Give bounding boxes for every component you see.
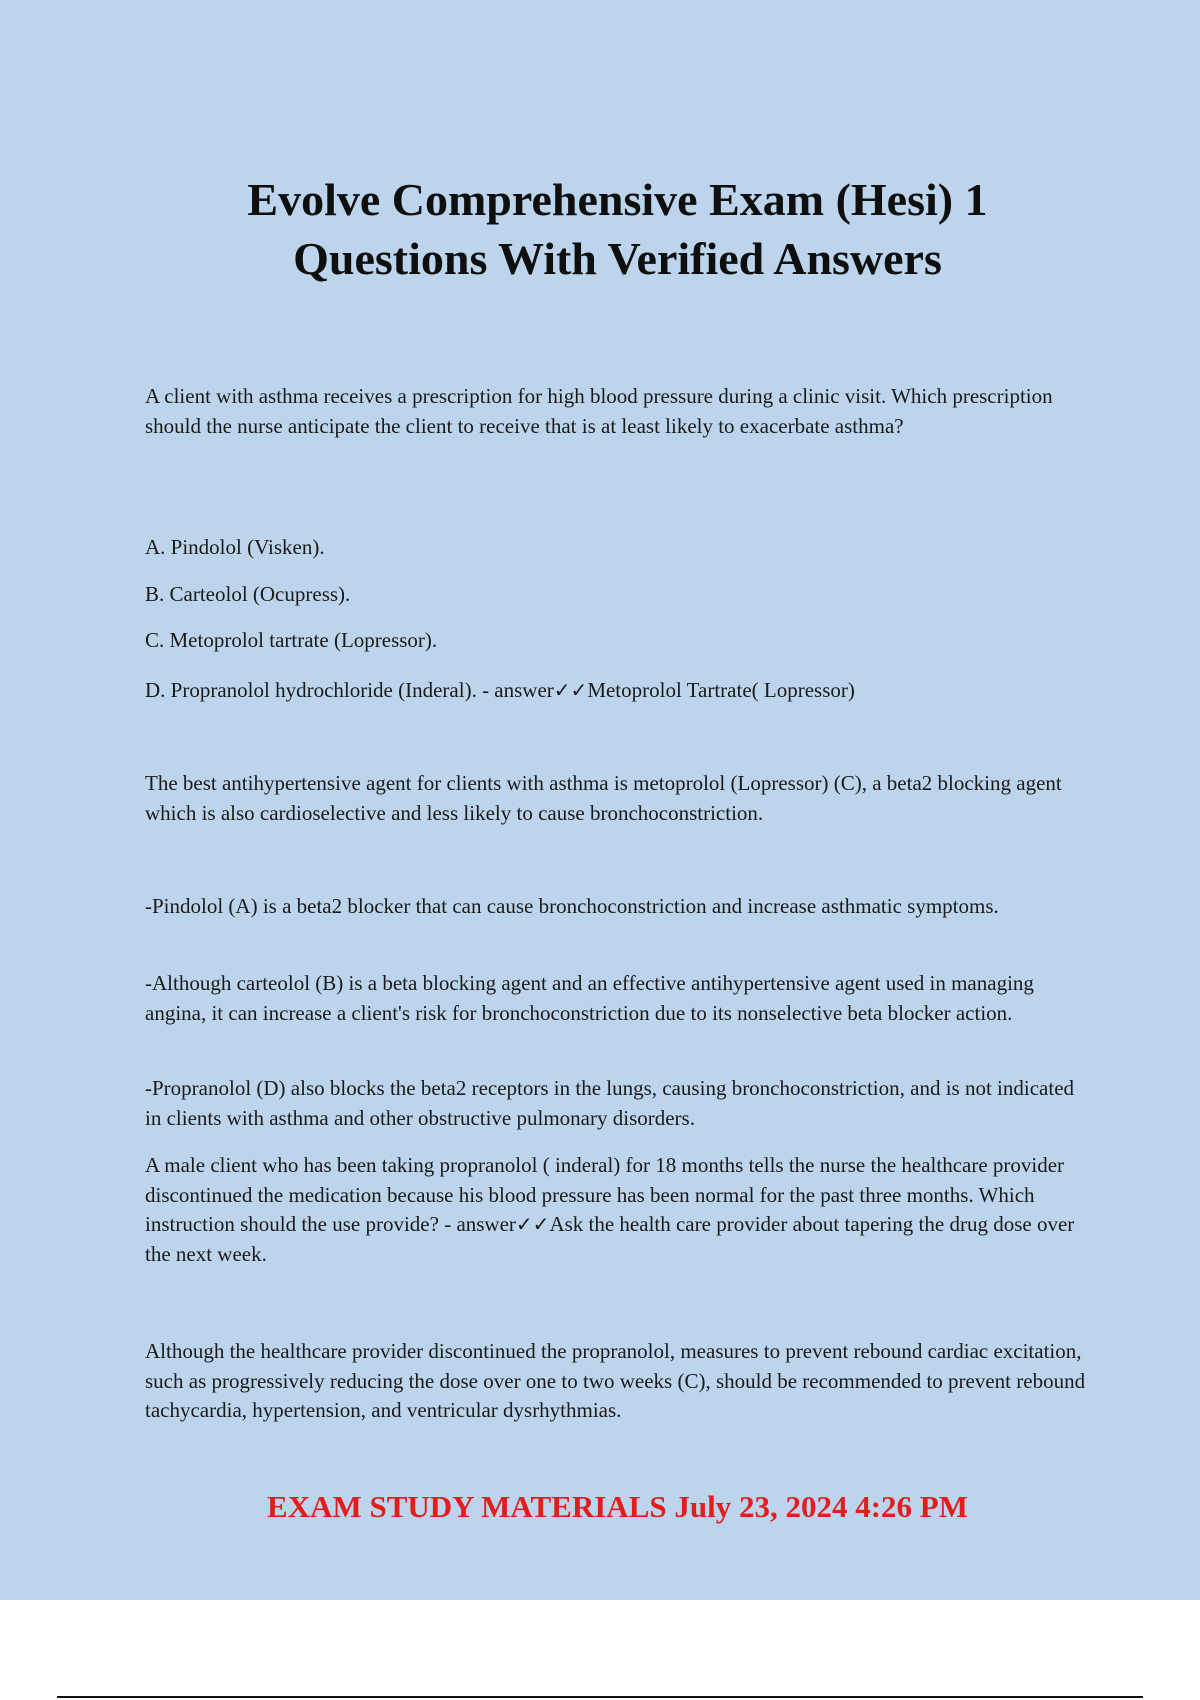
answer-checkmark-icon: ✓✓ bbox=[553, 678, 588, 702]
question-1-text: A client with asthma receives a prescription for high blood pressure during a clinic visit. Which prescription should the nurse anticipate the client to receive that is at least likely to exacerbate asthma? bbox=[145, 384, 1053, 438]
question-1-option-a: A. Pindolol (Visken). bbox=[145, 535, 325, 559]
question-1-note-d: -Propranolol (D) also blocks the beta2 receptors in the lungs, causing bronchoconstriction, and is not indicated in clients with asthma and other obstructive pulmonary disorders. bbox=[145, 1076, 1075, 1130]
question-2-block bbox=[145, 1151, 1090, 1269]
exam-materials-stamp: EXAM STUDY MATERIALS July 23, 2024 4:26 PM bbox=[267, 1489, 968, 1524]
question-2-text: A male client who has been taking propranolol ( inderal) for 18 months tells the nurse the healthcare provider discontinued the medication because his blood pressure has been normal for the past three months. Which instruction should the use provide? - answer bbox=[145, 1153, 1065, 1236]
document-title bbox=[0, 170, 1200, 288]
question-1-note-b: -Although carteolol (B) is a beta blocking agent and an effective antihypertensive agent used in managing angina, it can increase a client's risk for bronchoconstriction due to its nonselective beta blocker action. bbox=[145, 971, 1034, 1025]
question-2-answer: Ask the health care provider about tapering the drug dose over the next week. bbox=[145, 1212, 1075, 1266]
question-2-rationale: Although the healthcare provider discontinued the propranolol, measures to prevent rebound cardiac excitation, such as progressively reducing the dose over one to two weeks (C), should be recommended to prevent rebound tachycardia, hypertension, and ventricular dysrhythmias. bbox=[145, 1339, 1086, 1422]
title-line-1: Evolve Comprehensive Exam (Hesi) 1 bbox=[247, 174, 988, 225]
question-1-option-d: D. Propranolol hydrochloride (Inderal). - answer bbox=[145, 678, 554, 702]
question-1-note-a: -Pindolol (A) is a beta2 blocker that can cause bronchoconstriction and increase asthmatic symptoms. bbox=[145, 894, 999, 918]
page-divider bbox=[57, 1696, 1143, 1698]
answer-checkmark-icon: ✓✓ bbox=[515, 1212, 550, 1236]
question-1-option-c: C. Metoprolol tartrate (Lopressor). bbox=[145, 628, 438, 652]
question-1-rationale: The best antihypertensive agent for clients with asthma is metoprolol (Lopressor) (C), a beta2 blocking agent which is also cardioselective and less likely to cause bronchoconstriction. bbox=[145, 771, 1062, 825]
title-line-2: Questions With Verified Answers bbox=[293, 233, 942, 284]
question-1-option-b: B. Carteolol (Ocupress). bbox=[145, 582, 351, 606]
question-1-option-d-with-answer bbox=[145, 676, 855, 705]
question-1-answer: Metoprolol Tartrate( Lopressor) bbox=[587, 678, 855, 702]
